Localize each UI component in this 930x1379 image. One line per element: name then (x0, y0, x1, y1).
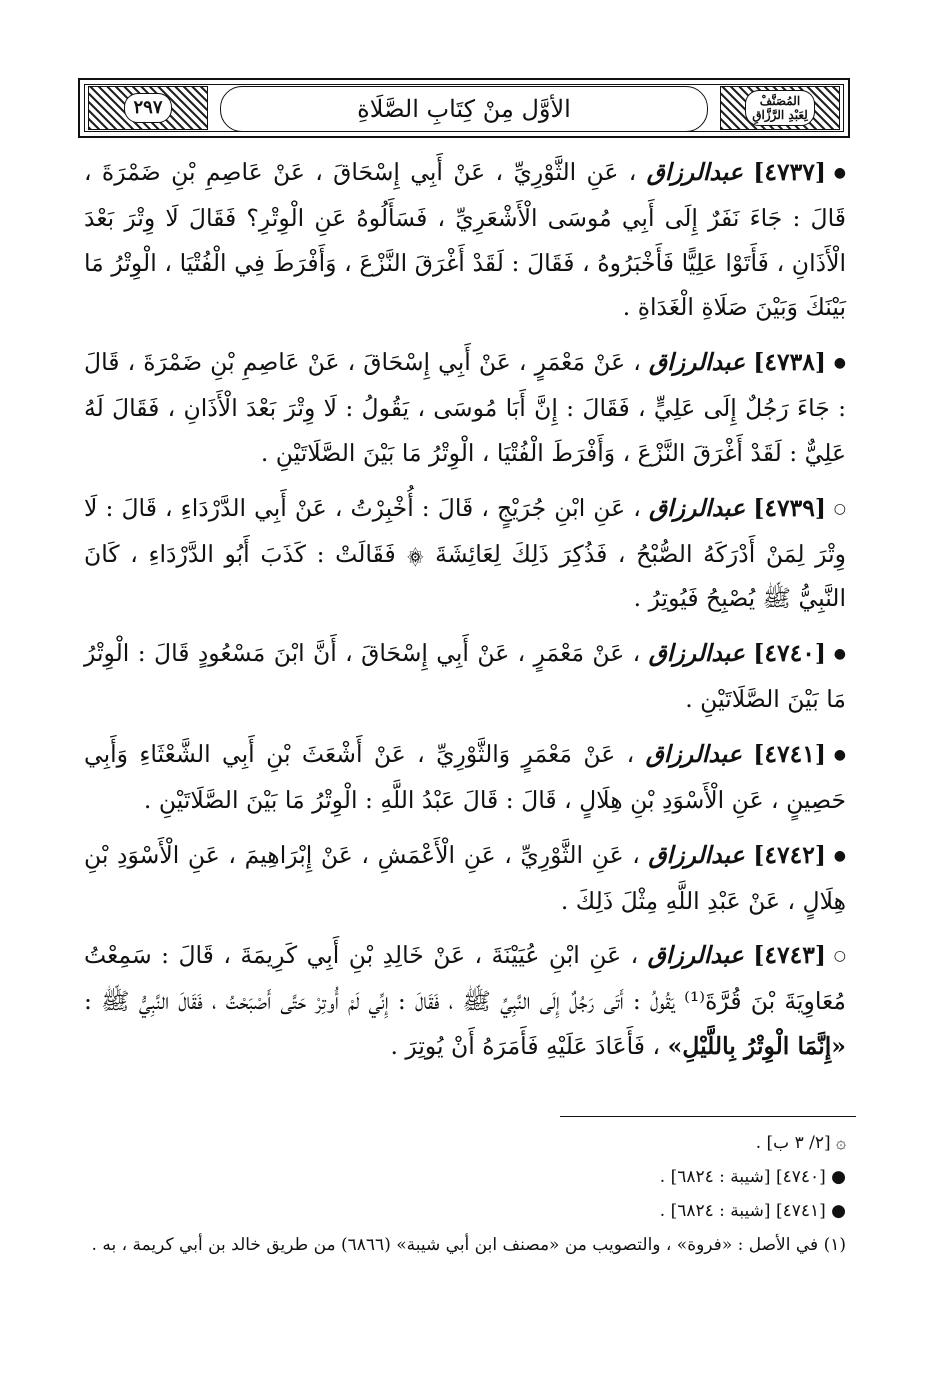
footnotes (84, 1124, 846, 1262)
hadith-entry (84, 631, 846, 722)
hadith-number: [٤٧٤٠] (753, 639, 826, 668)
hadith-number: [٤٧٣٩] (753, 493, 826, 522)
hadith-entry (84, 340, 846, 475)
entry-marker-icon: ○ (833, 948, 846, 965)
footnote-divider (560, 1116, 856, 1117)
hadith-number: [٤٧٤٢] (753, 840, 826, 869)
main-text (84, 150, 846, 1079)
page-header (78, 78, 850, 138)
page-number-box (88, 86, 208, 130)
hadith-text: ، عَنِ ابْنِ جُرَيْجٍ ، قَالَ : أُخْبِرْتُ ، عَنْ أَبِي الدَّرْدَاءِ ، قَالَ : لَا وِتْرَ لِمَنْ أَدْرَكَهُ الصُّبْحُ ، فَذُكِرَ ذَلِكَ لِعَائِشَةَ ۞ فَقَالَتْ : كَذَبَ أَبُو الدَّرْدَاءِ ، كَانَ النَّبِيُّ ﷺ يُصْبِحُ فَيُوتِرُ . (84, 493, 846, 613)
entry-marker-icon: ● (833, 747, 846, 764)
hadith-text: ، عَنْ مَعْمَرٍ ، عَنْ أَبِي إِسْحَاقَ ، عَنْ عَاصِمِ بْنِ ضَمْرَةَ ، قَالَ : جَاءَ رَجُلٌ إِلَى عَلِيٍّ ، فَقَالَ : إِنَّ أَبَا مُوسَى ، يَقُولُ : لَا وِتْرَ بَعْدَ الْأَذَانِ ، فَقَالَ لَهُ عَلِيٌّ : لَقَدْ أَغْرَقَ النَّزْعَ ، وَأَفْرَطَ الْفُتْيَا ، الْوِتْرُ مَا بَيْنَ الصَّلَاتَيْنِ . (84, 348, 846, 467)
hadith-entry (84, 833, 846, 924)
book-logo-text (745, 90, 815, 126)
narrator-name: عبدالرزاق (648, 840, 745, 869)
hadith-number: [٤٧٤١] (753, 739, 826, 768)
hadith-number: [٤٧٣٨] (753, 348, 826, 377)
book-logo (720, 86, 840, 130)
logo-line-2: لِعَبْدِ الرَّزَّاقِ (752, 108, 808, 122)
hadith-number: [٤٧٤٣] (753, 941, 826, 970)
hadith-text: ، عَنِ ابْنِ عُيَيْنَةَ ، عَنْ خَالِدِ بْنِ أَبِي كَرِيمَةَ ، قَالَ : سَمِعْتُ مُعَاوِيَةَ بْنَ قُرَّةَ⁽¹⁾ يَقُولُ : أَتَى رَجُلٌ إِلَى النَّبِيِّ ﷺ ، فَقَالَ : إِنِّي لَمْ أُوتِرْ حَتَّى أَصْبَحْتُ ، فَقَالَ النَّبِيُّ ﷺ : (84, 941, 846, 1016)
entry-marker-icon: ○ (833, 500, 846, 517)
hadith-text: ، عَنْ مَعْمَرٍ ، عَنْ أَبِي إِسْحَاقَ ، أَنَّ ابْنَ مَسْعُودٍ قَالَ : الْوِتْرُ مَا بَيْنَ الصَّلَاتَيْنِ . (84, 639, 846, 714)
chapter-title: الأوَّل مِنْ كِتَابِ الصَّلَاةِ (220, 86, 708, 132)
footnote: ● [٤٧٤٠] [شيبة : ٦٨٢٤] . (659, 1167, 846, 1187)
hadith-text-end: ، فَأَعَادَ عَلَيْهِ فَأَمَرَهُ أَنْ يُوتِرَ . (390, 1032, 661, 1060)
hadith-text: ، عَنِ الثَّوْرِيِّ ، عَنِ الْأَعْمَشِ ، عَنْ إِبْرَاهِيمَ ، عَنِ الْأَسْوَدِ بْنِ هِلَالٍ ، عَنْ عَبْدِ اللَّهِ مِثْلَ ذَلِكَ . (84, 840, 846, 915)
hadith-text: ، عَنِ الثَّوْرِيِّ ، عَنْ أَبِي إِسْحَاقَ ، عَنْ عَاصِمِ بْنِ ضَمْرَةَ ، قَالَ : جَاءَ نَفَرٌ إِلَى أَبِي مُوسَى الْأَشْعَرِيِّ ، فَسَأَلُوهُ عَنِ الْوِتْرِ؟ فَقَالَ لَا وِتْرَ بَعْدَ الْأَذَانِ ، فَأَتَوْا عَلِيًّا فَأَخْبَرُوهُ ، فَقَالَ : لَقَدْ أَغْرَقَ النَّزْعَ ، وَأَفْرَطَ فِي الْفُتْيَا ، الْوِتْرُ مَا بَيْنَكَ وَبَيْنَ صَلَاةِ الْغَدَاةِ . (84, 158, 846, 322)
footnote: ۞ [٢/ ٣ ب] . (755, 1133, 846, 1153)
hadith-entry (84, 732, 846, 823)
narrator-name: عبدالرزاق (647, 941, 744, 970)
hadith-entry (84, 150, 846, 330)
entry-marker-icon: ● (833, 646, 846, 663)
hadith-entry (84, 486, 846, 621)
hadith-text: ، عَنْ مَعْمَرٍ وَالثَّوْرِيِّ ، عَنْ أَشْعَثَ بْنِ أَبِي الشَّعْثَاءِ وَأَبِي حَصِينٍ ، عَنِ الْأَسْوَدِ بْنِ هِلَالٍ ، قَالَ : قَالَ عَبْدُ اللَّهِ : الْوِتْرُ مَا بَيْنَ الصَّلَاتَيْنِ . (84, 739, 846, 814)
page-number: ٢٩٧ (124, 93, 171, 123)
narrator-name: عبدالرزاق (645, 739, 742, 768)
footnote: ● [٤٧٤١] [شيبة : ٦٨٢٤] . (659, 1201, 846, 1221)
footnote: (١) في الأصل : «فروة» ، والتصويب من «مصنف ابن أبي شيبة» (٦٨٦٦) من طريق خالد بن أبي كريمة ، به . (91, 1235, 846, 1255)
hadith-entry (84, 933, 846, 1068)
entry-marker-icon: ● (833, 355, 846, 372)
narrator-name: عبدالرزاق (648, 639, 745, 668)
logo-line-1: المُصَنَّفْ (752, 94, 808, 108)
prophet-quote: «إِنَّمَا الْوِتْرُ بِاللَّيْلِ» (667, 1032, 846, 1060)
entry-marker-icon: ● (833, 165, 846, 182)
narrator-name: عبدالرزاق (646, 158, 743, 186)
entry-marker-icon: ● (833, 847, 846, 864)
narrator-name: عبدالرزاق (648, 348, 746, 377)
narrator-name: عبدالرزاق (648, 493, 746, 522)
hadith-number: [٤٧٣٧] (753, 158, 826, 186)
